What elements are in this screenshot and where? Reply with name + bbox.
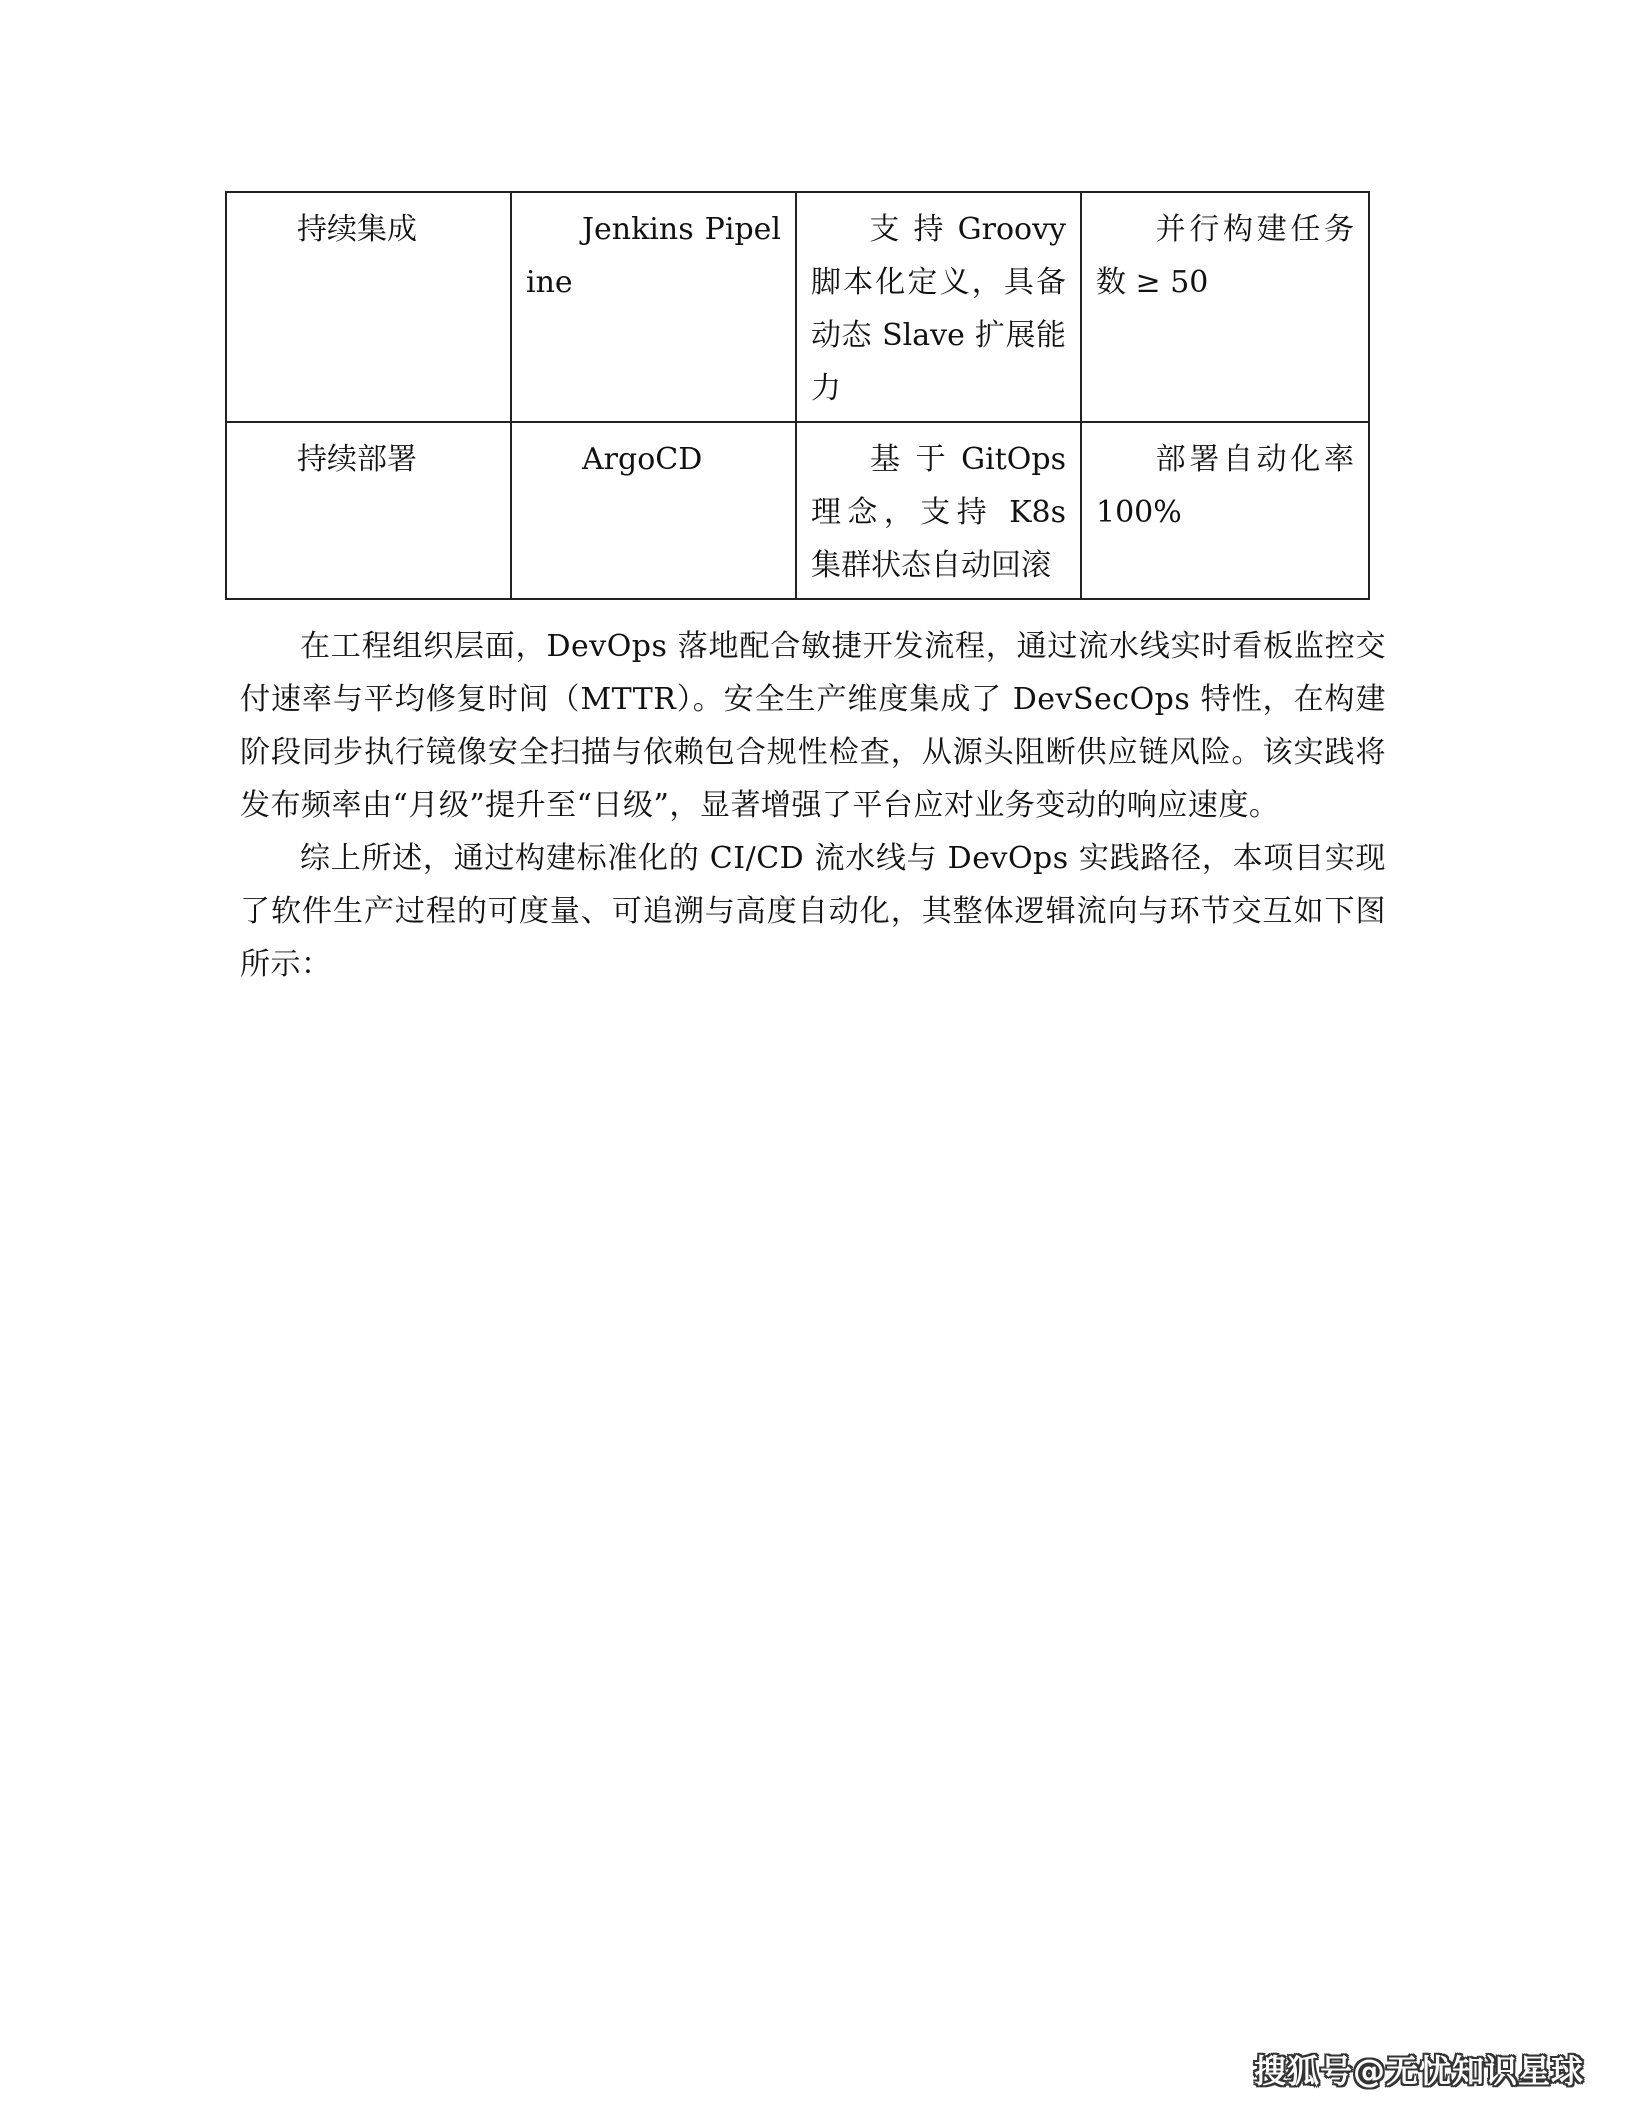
metric-text: 部署自动化率 100%: [1096, 442, 1354, 530]
stage-cell: [226, 192, 511, 422]
stage-text: 持续部署: [297, 442, 417, 477]
paragraph: 综上所述，通过构建标准化的 CI/CD 流水线与 DevOps 实践路径，本项目实现了软件生产过程的可度量、可追溯与高度自动化，其整体逻辑流向与环节交互如下图所示：: [240, 841, 1386, 982]
feature-cell: [796, 192, 1081, 422]
metric-cell: [1081, 422, 1369, 599]
body-text: [240, 620, 1386, 991]
stage-cell: [226, 422, 511, 599]
tool-cell: [511, 192, 796, 422]
metric-cell: [1081, 192, 1369, 422]
feature-text: 基 于 GitOps 理念，支持 K8s 集群状态自动回滚: [811, 442, 1066, 583]
table-row: [226, 422, 1369, 599]
tool-cell: [511, 422, 796, 599]
tool-text: Jenkins Pipeline: [526, 212, 781, 300]
paragraph: 在工程组织层面，DevOps 落地配合敏捷开发流程，通过流水线实时看板监控交付速率与平均修复时间（MTTR）。安全生产维度集成了 DevSecOps 特性，在构建阶段同步执行镜像安全扫描与依赖包合规性检查，从源头阻断供应链风险。该实践将发布频率由“月级”提升至“日级”，显著增强了平台应对业务变动的响应速度。: [240, 629, 1386, 823]
stage-text: 持续集成: [297, 212, 417, 247]
tool-text: ArgoCD: [582, 442, 703, 477]
metric-text: 并行构建任务数 ≥ 50: [1096, 212, 1354, 300]
table-row: [226, 192, 1369, 422]
feature-text: 支 持 Groovy 脚本化定义，具备动态 Slave 扩展能力: [811, 212, 1066, 406]
feature-cell: [796, 422, 1081, 599]
toolchain-table: [225, 191, 1370, 600]
watermark: 搜狐号@无忧知识星球: [1253, 2052, 1584, 2090]
